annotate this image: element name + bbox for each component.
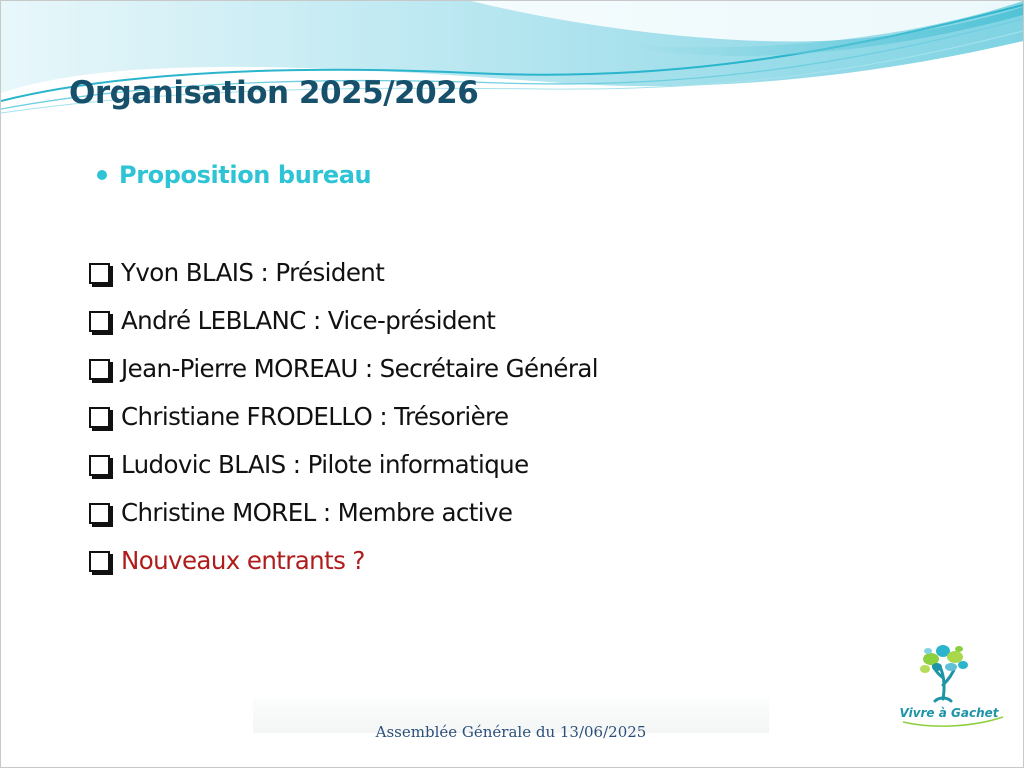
checkbox-icon (89, 407, 110, 428)
checkbox-icon (89, 359, 110, 380)
header-wave-decoration (1, 1, 1023, 131)
checkbox-icon (89, 263, 110, 284)
tree-logo-icon (893, 637, 1013, 729)
member-item-it-pilot (89, 440, 598, 488)
checkbox-icon (89, 551, 110, 572)
member-item-active-member (89, 488, 598, 536)
member-item-president (89, 248, 598, 296)
member-item-new-entrants (89, 536, 598, 584)
member-item-secretary (89, 344, 598, 392)
logo-text: Vivre à Gachet (899, 706, 999, 720)
member-list (89, 248, 598, 584)
page-title: Organisation 2025/2026 (69, 75, 479, 111)
member-text: Yvon BLAIS : Président (121, 257, 385, 287)
bullet-dot-icon (97, 170, 107, 180)
member-item-treasurer (89, 392, 598, 440)
member-text: Nouveaux entrants ? (121, 545, 365, 575)
section-heading (97, 161, 371, 189)
checkbox-icon (89, 503, 110, 524)
footer-text: Assemblée Générale du 13/06/2025 (375, 723, 647, 741)
member-text: Christine MOREL : Membre active (121, 497, 513, 527)
member-text: Christiane FRODELLO : Trésorière (121, 401, 509, 431)
member-text: André LEBLANC : Vice-président (121, 305, 496, 335)
member-text: Ludovic BLAIS : Pilote informatique (121, 449, 529, 479)
section-label: Proposition bureau (119, 161, 372, 189)
checkbox-icon (89, 311, 110, 332)
member-item-vice-president (89, 296, 598, 344)
member-text: Jean-Pierre MOREAU : Secrétaire Général (121, 353, 598, 383)
checkbox-icon (89, 455, 110, 476)
